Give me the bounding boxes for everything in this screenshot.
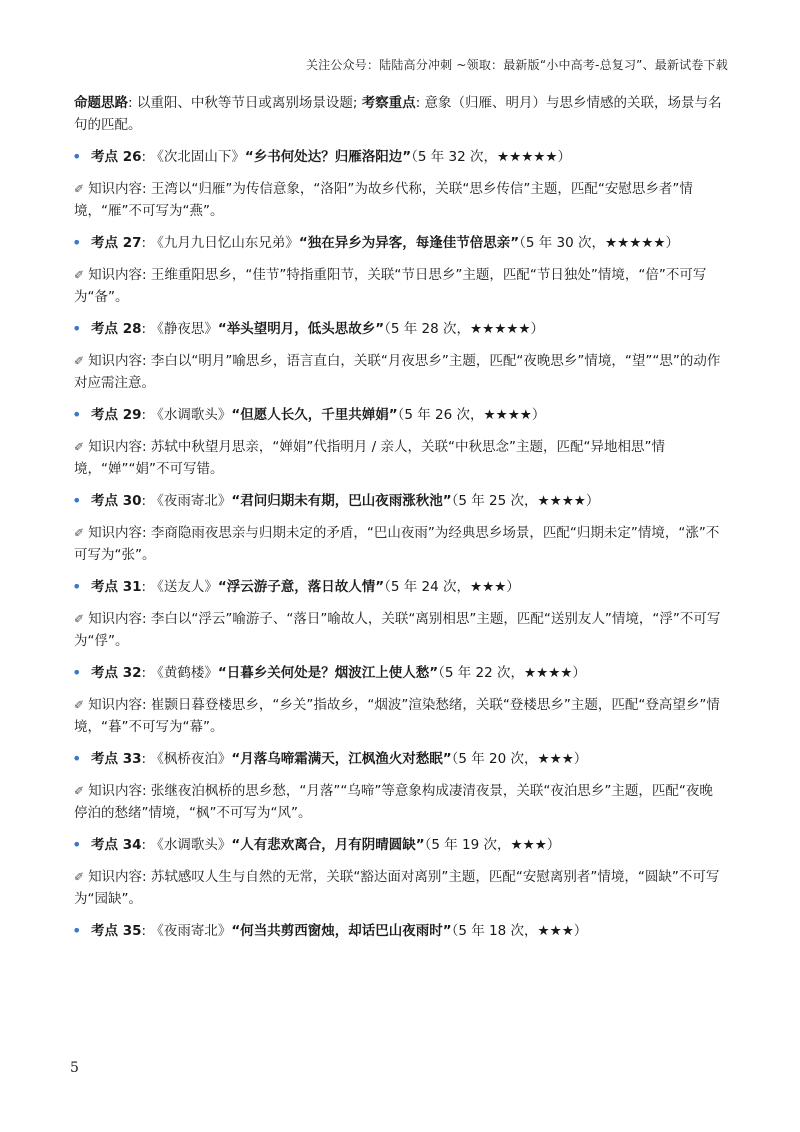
exam-point-number: 26 [122, 149, 142, 165]
exam-point-prefix: 考点 [91, 493, 118, 509]
poem-quote: “举头望明月，低头思故乡” [217, 321, 385, 337]
knowledge-content [74, 780, 724, 824]
exam-point-number: 28 [122, 321, 142, 337]
pencil-icon: ✐ [74, 268, 85, 282]
exam-point-label [91, 235, 142, 251]
exam-point-number: 32 [122, 665, 142, 681]
poem-quote: “何当共剪西窗烛，却话巴山夜雨时” [231, 923, 452, 939]
pencil-icon: ✐ [74, 354, 85, 368]
page-header: 关注公众号：陆陆高分冲刺 ~领取：最新版“小中高考-总复习”、最新试卷下载 [305, 58, 728, 72]
intro-text-approach: : 以重阳、中秋等节日或离别场景设题; [128, 95, 362, 111]
exam-point-label [91, 321, 142, 337]
exam-point-item [74, 748, 724, 824]
knowledge-text: 崔颢日暮登楼思乡，“乡关”指故乡，“烟波”渲染愁绪，关联“登楼思乡”主题，匹配“登高望乡”情境，“暮”不可写为“幕”。 [74, 697, 720, 735]
poem-title: 《次北固山下》 [150, 149, 245, 165]
knowledge-label: 知识内容: [88, 353, 151, 369]
knowledge-text: 张继夜泊枫桥的思乡愁，“月落”“乌啼”等意象构成凄清夜景，关联“夜泊思乡”主题，匹配“夜晚停泊的愁绪”情境，“枫”不可写为“风”。 [74, 783, 713, 821]
knowledge-content [74, 694, 724, 738]
intro-label-focus: 考察重点 [361, 95, 416, 111]
frequency-stats: （5 年 24 次，★★★） [384, 579, 520, 595]
exam-point-number: 27 [122, 235, 142, 251]
frequency-stats: （5 年 30 次，★★★★★） [519, 235, 679, 251]
pencil-icon: ✐ [74, 526, 85, 540]
exam-point-number: 31 [122, 579, 142, 595]
knowledge-content [74, 264, 724, 308]
exam-point-item [74, 404, 724, 480]
knowledge-label: 知识内容: [88, 783, 151, 799]
poem-title: 《枫桥夜泊》 [150, 751, 232, 767]
knowledge-text: 李白以“浮云”喻游子、“落日”喻故人，关联“离别相思”主题，匹配“送别友人”情境，“浮”不可写为“俘”。 [74, 611, 721, 649]
frequency-stats: （5 年 32 次，★★★★★） [411, 149, 571, 165]
bullet-icon: • [72, 491, 82, 510]
knowledge-content [74, 178, 724, 222]
poem-quote: “独在异乡为异客，每逢佳节倍思亲” [298, 235, 520, 251]
bullet-icon: • [72, 749, 82, 768]
poem-quote: “君问归期未有期，巴山夜雨涨秋池” [231, 493, 452, 509]
exam-point-number: 30 [122, 493, 142, 509]
exam-point-prefix: 考点 [91, 579, 118, 595]
poem-title: 《送友人》 [150, 579, 218, 595]
exam-point-heading: • 考点 28: 《静夜思》“举头望明月，低头思故乡”（5 年 28 次，★★★★★） [72, 319, 544, 338]
exam-point-heading: • 考点 27: 《九月九日忆山东兄弟》“独在异乡为异客，每逢佳节倍思亲”（5 年 30 次，★★★★★） [72, 233, 679, 252]
knowledge-label: 知识内容: [88, 697, 151, 713]
poem-quote: “浮云游子意，落日故人情” [217, 579, 385, 595]
poem-quote: “但愿人长久，千里共婵娟” [231, 407, 398, 423]
poem-title: 《夜雨寄北》 [150, 493, 232, 509]
knowledge-content [74, 522, 724, 566]
knowledge-label: 知识内容: [88, 525, 151, 541]
pencil-icon: ✐ [74, 440, 85, 454]
exam-point-heading: • 考点 26: 《次北固山下》“乡书何处达？归雁洛阳边”（5 年 32 次，★★★★★） [72, 147, 571, 166]
pencil-icon: ✐ [74, 182, 85, 196]
knowledge-label: 知识内容: [88, 267, 151, 283]
bullet-icon: • [72, 835, 82, 854]
exam-point-item [74, 146, 724, 222]
exam-point-label [91, 579, 142, 595]
frequency-stats: （5 年 28 次，★★★★★） [384, 321, 544, 337]
exam-point-prefix: 考点 [91, 837, 118, 853]
exam-point-item [74, 232, 724, 308]
exam-point-heading: • 考点 31: 《送友人》“浮云游子意，落日故人情”（5 年 24 次，★★★） [72, 577, 520, 596]
bullet-icon: • [72, 147, 82, 166]
bullet-icon: • [72, 233, 82, 252]
knowledge-text: 王维重阳思乡，“佳节”特指重阳节，关联“节日思乡”主题，匹配“节日独处”情境，“倍”不可写为“备”。 [74, 267, 707, 305]
exam-point-prefix: 考点 [91, 235, 118, 251]
exam-point-label [91, 665, 142, 681]
exam-point-number: 35 [122, 923, 142, 939]
knowledge-text: 王湾以“归雁”为传信意象，“洛阳”为故乡代称，关联“思乡传信”主题，匹配“安慰思乡者”情境，“雁”不可写为“燕”。 [74, 181, 693, 219]
pencil-icon: ✐ [74, 870, 85, 884]
bullet-icon: • [72, 319, 82, 338]
exam-point-prefix: 考点 [91, 407, 118, 423]
exam-point-label [91, 407, 142, 423]
poem-title: 《黄鹤楼》 [150, 665, 218, 681]
poem-title: 《静夜思》 [150, 321, 218, 337]
exam-point-list [74, 146, 724, 942]
exam-point-heading: • 考点 32: 《黄鹤楼》“日暮乡关何处是？烟波江上使人愁”（5 年 22 次，★★★★） [72, 663, 586, 682]
exam-point-prefix: 考点 [91, 149, 118, 165]
poem-quote: “人有悲欢离合，月有阴晴圆缺” [231, 837, 425, 853]
poem-title: 《水调歌头》 [150, 407, 232, 423]
intro-label-approach: 命题思路 [74, 95, 128, 111]
knowledge-content [74, 350, 724, 394]
poem-title: 《夜雨寄北》 [150, 923, 232, 939]
exam-point-prefix: 考点 [91, 665, 118, 681]
knowledge-label: 知识内容: [88, 869, 151, 885]
intro-paragraph [74, 92, 724, 136]
poem-quote: “日暮乡关何处是？烟波江上使人愁” [217, 665, 439, 681]
frequency-stats: （5 年 26 次，★★★★） [397, 407, 546, 423]
exam-point-heading: • 考点 30: 《夜雨寄北》“君问归期未有期，巴山夜雨涨秋池”（5 年 25 次，★★★★） [72, 491, 600, 510]
exam-point-item [74, 920, 724, 942]
bullet-icon: • [72, 921, 82, 940]
exam-point-heading: • 考点 35: 《夜雨寄北》“何当共剪西窗烛，却话巴山夜雨时”（5 年 18 次，★★★） [72, 921, 588, 940]
knowledge-text: 苏轼感叹人生与自然的无常，关联“豁达面对离别”主题，匹配“安慰离别者”情境，“圆缺”不可写为“园缺”。 [74, 869, 720, 907]
frequency-stats: （5 年 18 次，★★★） [451, 923, 588, 939]
knowledge-text: 李白以“明月”喻思乡，语言直白，关联“月夜思乡”主题，匹配“夜晚思乡”情境，“望”“思”的动作对应需注意。 [74, 353, 721, 391]
exam-point-label [91, 923, 142, 939]
frequency-stats: （5 年 19 次，★★★） [424, 837, 561, 853]
exam-point-heading: • 考点 34: 《水调歌头》“人有悲欢离合，月有阴晴圆缺”（5 年 19 次，★★★） [72, 835, 561, 854]
exam-point-prefix: 考点 [91, 321, 118, 337]
exam-point-item [74, 490, 724, 566]
exam-point-heading: • 考点 29: 《水调歌头》“但愿人长久，千里共婵娟”（5 年 26 次，★★★★） [72, 405, 546, 424]
frequency-stats: （5 年 22 次，★★★★） [438, 665, 586, 681]
exam-point-number: 29 [122, 407, 142, 423]
poem-quote: “月落乌啼霜满天，江枫渔火对愁眠” [231, 751, 452, 767]
poem-title: 《九月九日忆山东兄弟》 [150, 235, 299, 251]
exam-point-item [74, 834, 724, 910]
exam-point-label [91, 837, 142, 853]
knowledge-content [74, 866, 724, 910]
exam-point-label [91, 493, 142, 509]
exam-point-prefix: 考点 [91, 751, 118, 767]
exam-point-item [74, 576, 724, 652]
exam-point-label [91, 149, 142, 165]
knowledge-label: 知识内容: [88, 181, 151, 197]
frequency-stats: （5 年 20 次，★★★） [451, 751, 588, 767]
exam-point-label [91, 751, 142, 767]
intro-text-focus: : 意象（归雁、明月）与思乡情感的关联，场景与名句的匹配。 [74, 95, 722, 133]
bullet-icon: • [72, 663, 82, 682]
knowledge-label: 知识内容: [88, 439, 151, 455]
exam-point-number: 34 [122, 837, 142, 853]
poem-quote: “乡书何处达？归雁洛阳边” [244, 149, 412, 165]
pencil-icon: ✐ [74, 784, 85, 798]
exam-point-prefix: 考点 [91, 923, 118, 939]
exam-point-heading: • 考点 33: 《枫桥夜泊》“月落乌啼霜满天，江枫渔火对愁眠”（5 年 20 次，★★★） [72, 749, 588, 768]
pencil-icon: ✐ [74, 698, 85, 712]
knowledge-label: 知识内容: [88, 611, 151, 627]
main-content [74, 92, 724, 952]
knowledge-text: 李商隐雨夜思亲与归期未定的矛盾，“巴山夜雨”为经典思乡场景，匹配“归期未定”情境，“涨”不可写为“张”。 [74, 525, 720, 563]
poem-title: 《水调歌头》 [150, 837, 232, 853]
pencil-icon: ✐ [74, 612, 85, 626]
knowledge-text: 苏轼中秋望月思亲，“婵娟”代指明月 / 亲人，关联“中秋思念”主题，匹配“异地相思”情境，“婵”“娟”不可写错。 [74, 439, 665, 477]
page-number: 5 [70, 1060, 79, 1076]
knowledge-content [74, 436, 724, 480]
bullet-icon: • [72, 405, 82, 424]
frequency-stats: （5 年 25 次，★★★★） [451, 493, 600, 509]
knowledge-content [74, 608, 724, 652]
exam-point-item [74, 318, 724, 394]
exam-point-number: 33 [122, 751, 142, 767]
exam-point-item [74, 662, 724, 738]
bullet-icon: • [72, 577, 82, 596]
